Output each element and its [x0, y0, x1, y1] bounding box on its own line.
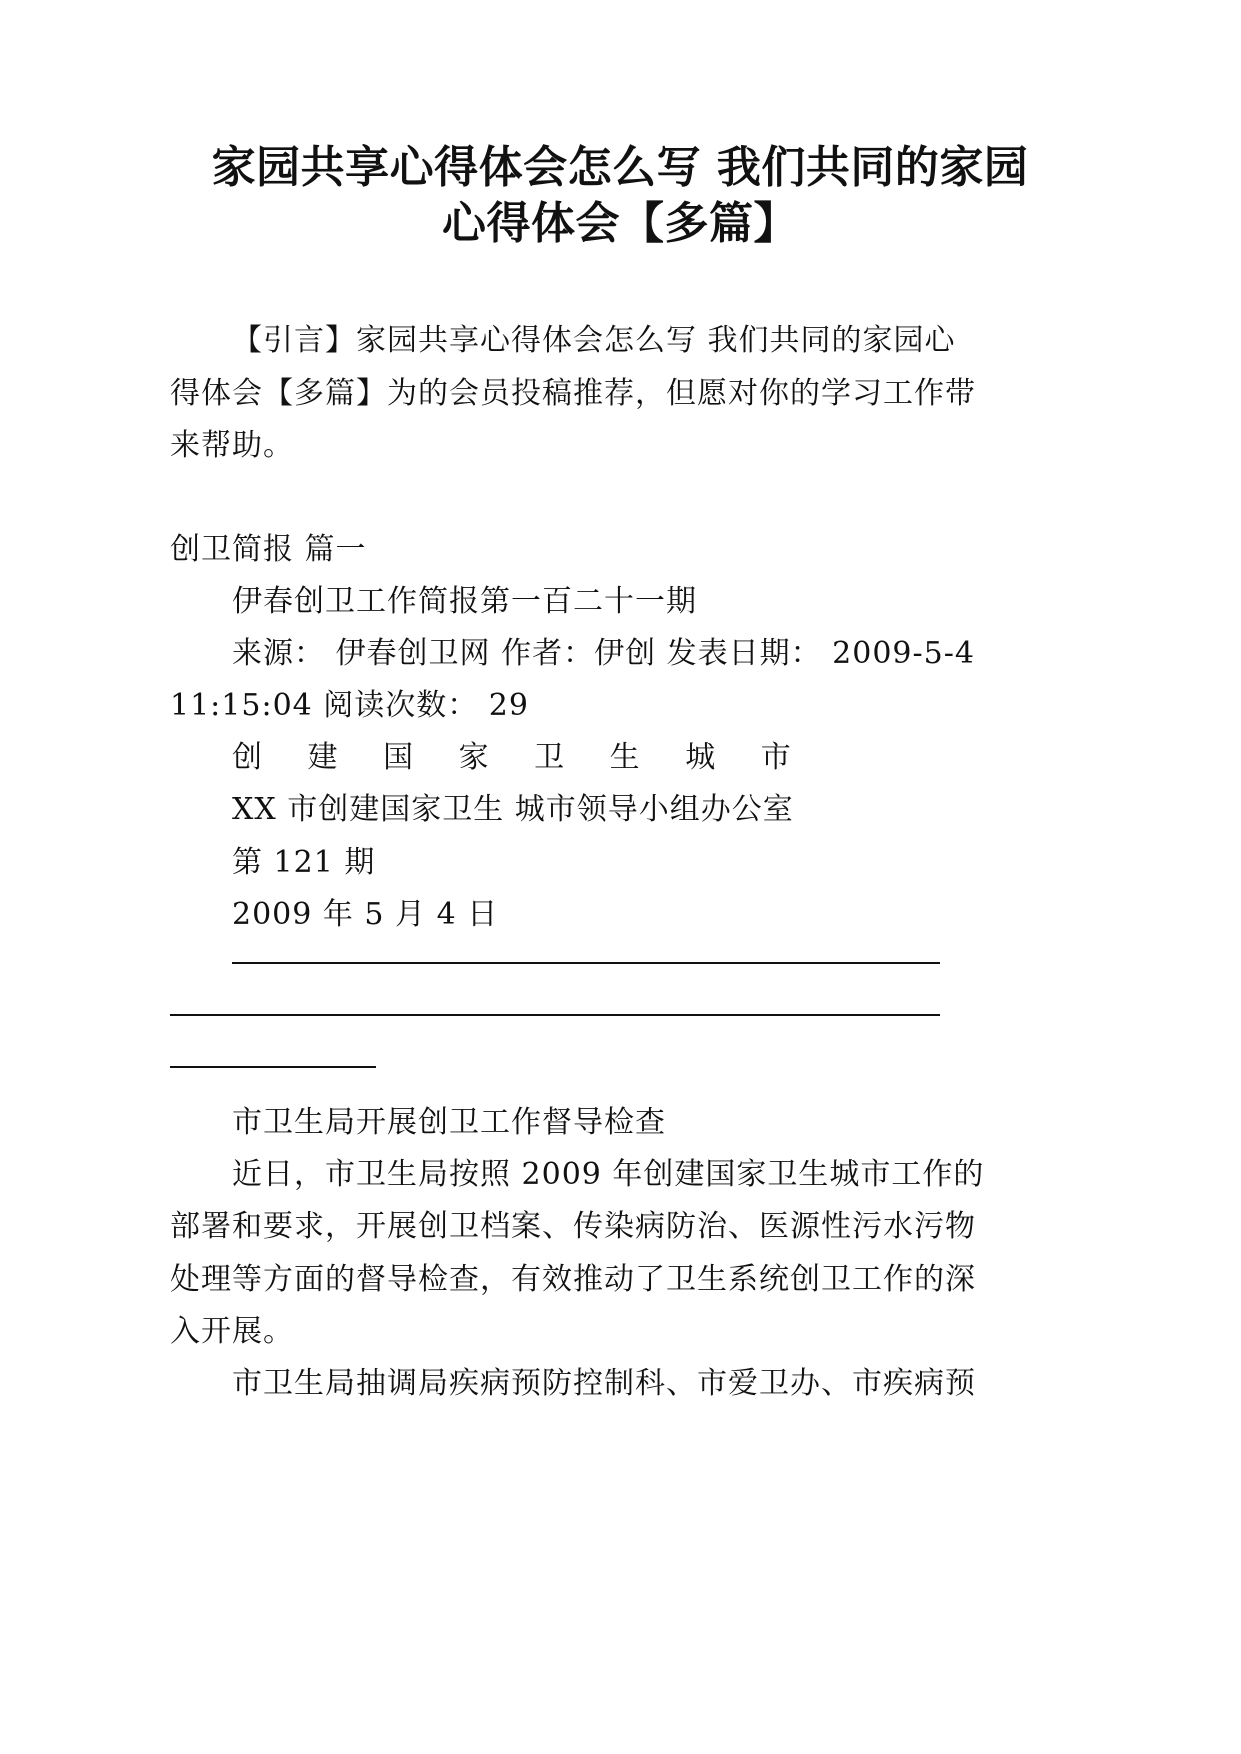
bulletin-source-line-2: 11:15:04 阅读次数： 29	[170, 688, 529, 723]
section-heading: 创卫简报 篇一	[170, 532, 367, 567]
article-headline: 市卫生局开展创卫工作督导检查	[232, 1105, 666, 1140]
article-para1-line-2: 部署和要求，开展创卫档案、传染病防治、医源性污水污物	[170, 1209, 976, 1244]
bulletin-banner: 创 建 国 家 卫 生 城 市	[232, 740, 809, 775]
bulletin-source-line-1: 来源： 伊春创卫网 作者：伊创 发表日期： 2009-5-4	[232, 636, 975, 671]
intro-line-2: 得体会【多篇】为的会员投稿推荐，但愿对你的学习工作带	[170, 376, 976, 411]
intro-line-1: 【引言】家园共享心得体会怎么写 我们共同的家园心	[232, 323, 956, 358]
bulletin-office: XX 市创建国家卫生 城市领导小组办公室	[232, 792, 794, 827]
article-para1-line-4: 入开展。	[170, 1314, 294, 1349]
document-title-line-2: 心得体会【多篇】	[442, 198, 798, 249]
intro-line-3: 来帮助。	[170, 428, 294, 463]
bulletin-name: 伊春创卫工作简报第一百二十一期	[232, 584, 697, 619]
article-para2-line-1: 市卫生局抽调局疾病预防控制科、市爱卫办、市疾病预	[232, 1366, 976, 1401]
separator-rule-3	[170, 1066, 376, 1068]
separator-rule-1	[232, 962, 940, 964]
document-title-line-1: 家园共享心得体会怎么写 我们共同的家园	[211, 142, 1029, 193]
bulletin-issue: 第 121 期	[232, 845, 376, 880]
bulletin-date: 2009 年 5 月 4 日	[232, 897, 499, 932]
separator-rule-2	[170, 1014, 940, 1016]
article-para1-line-1: 近日，市卫生局按照 2009 年创建国家卫生城市工作的	[232, 1157, 985, 1192]
article-para1-line-3: 处理等方面的督导检查，有效推动了卫生系统创卫工作的深	[170, 1262, 976, 1297]
